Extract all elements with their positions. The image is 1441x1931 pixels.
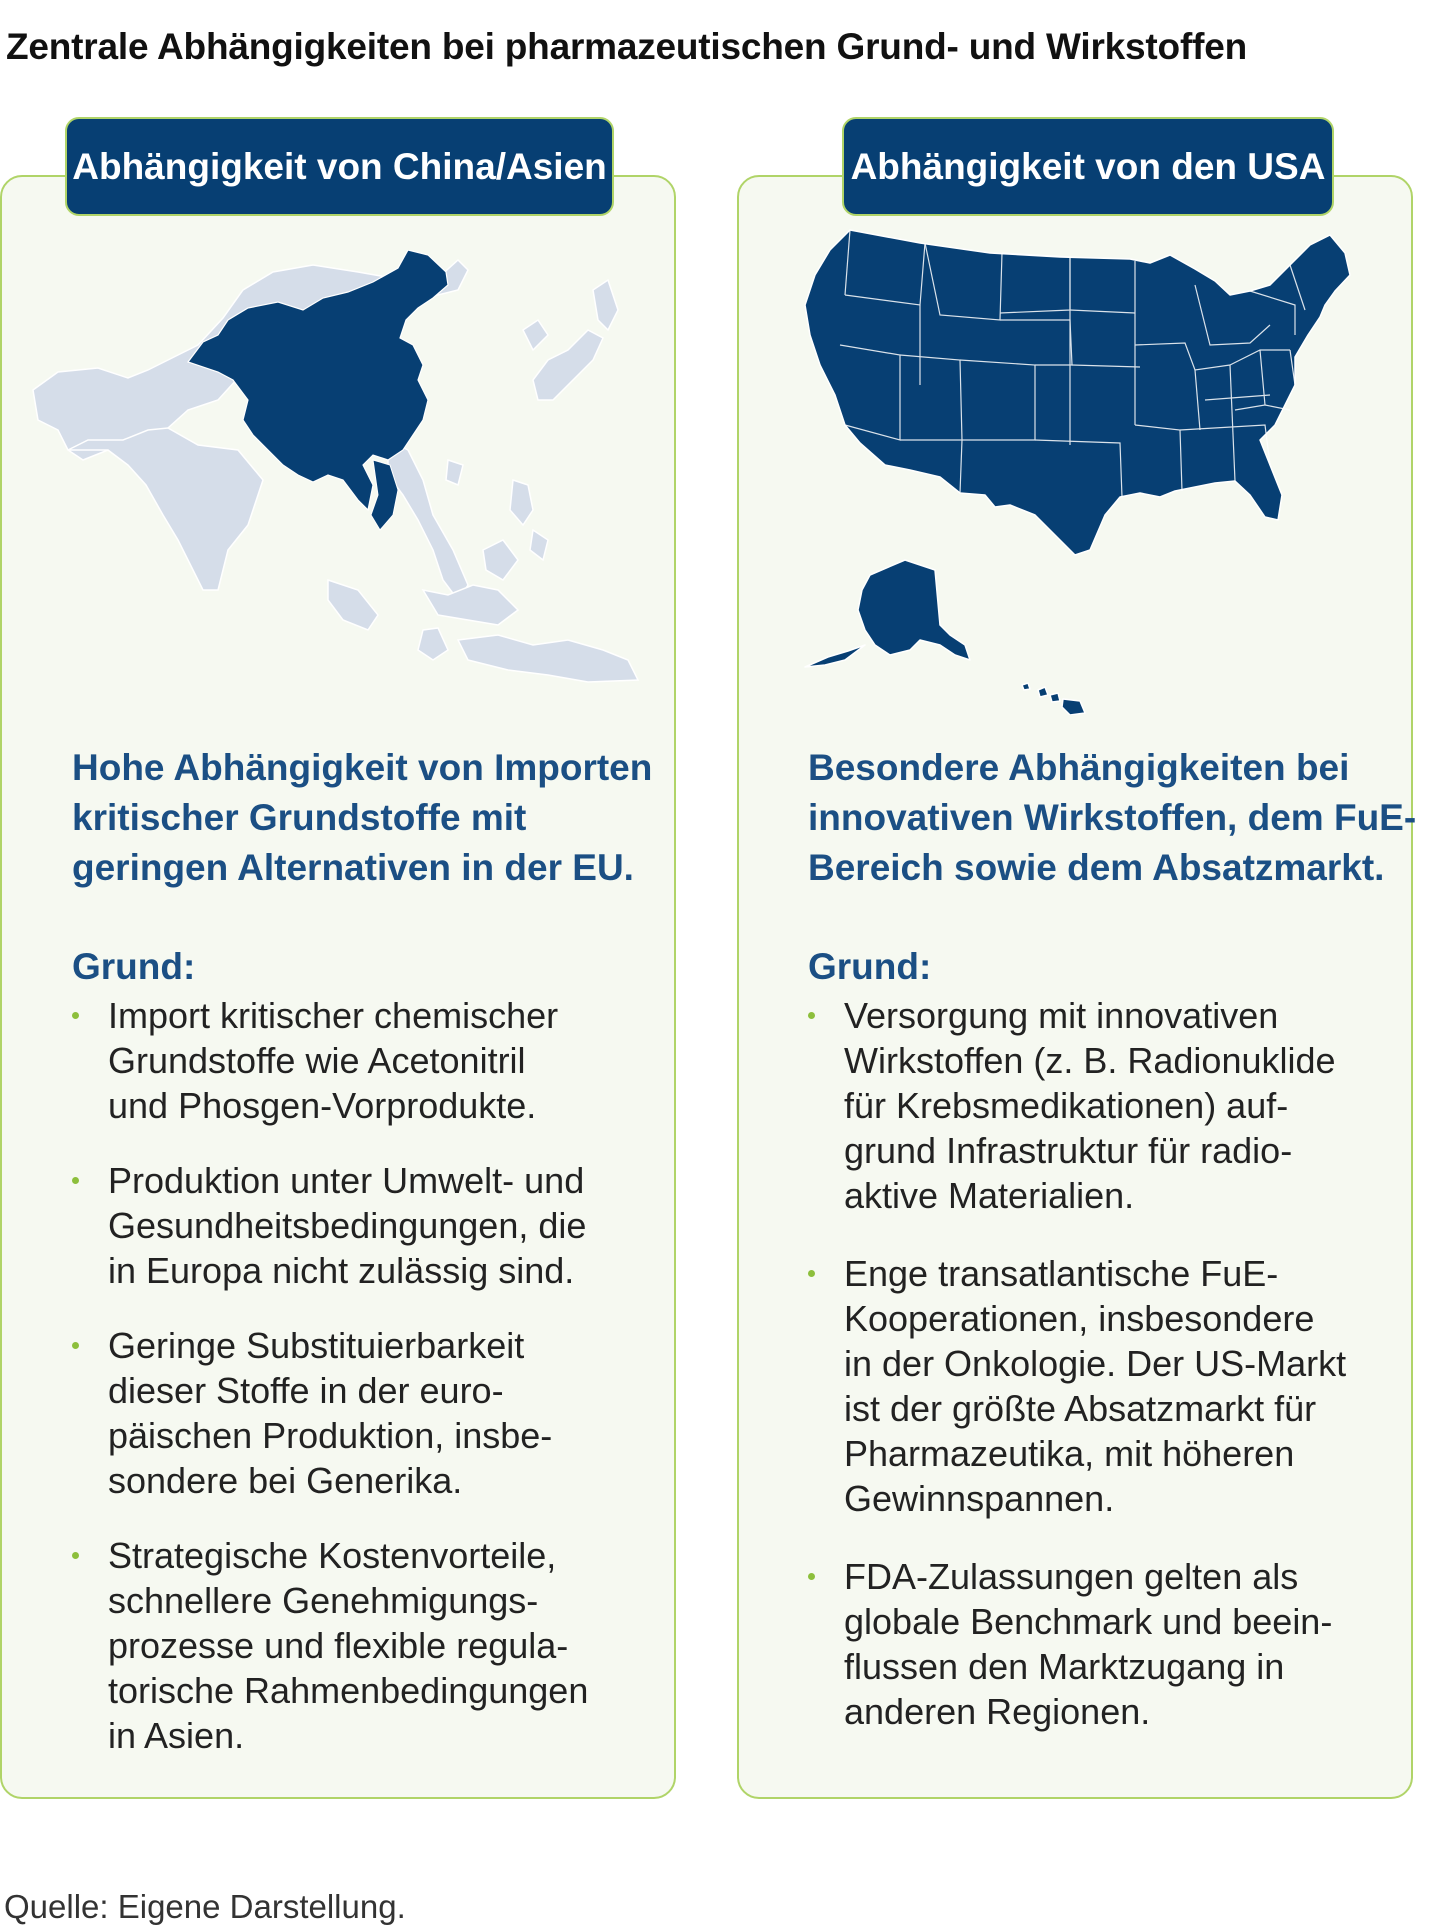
list-item — [72, 1158, 588, 1293]
bullet-line: Gesundheitsbedingungen, die — [108, 1205, 587, 1246]
bullet-line: globale Benchmark und beein- — [844, 1601, 1333, 1642]
bullet-dot-icon — [808, 1270, 815, 1277]
bullet-line: Geringe Substituierbarkeit — [108, 1325, 525, 1366]
bullet-line: Grundstoffe wie Acetonitril — [108, 1040, 526, 1081]
page-title: Zentrale Abhängigkeiten bei pharmazeutischen Grund- und Wirkstoffen — [6, 26, 1247, 67]
list-item — [72, 1323, 588, 1503]
lead-usa — [808, 743, 1416, 893]
bullet-line: flussen den Marktzugang in — [844, 1646, 1285, 1687]
source-note: Quelle: Eigene Darstellung. — [4, 1888, 406, 1925]
list-item — [72, 993, 588, 1128]
badge-china-asia: Abhängigkeit von China/Asien — [65, 117, 614, 216]
lead-china-asia — [72, 743, 652, 893]
bullet-dot-icon — [808, 1012, 815, 1019]
bullet-line: prozesse und flexible regula- — [108, 1625, 569, 1666]
bullet-line: anderen Regionen. — [844, 1691, 1151, 1732]
bullet-list-usa — [808, 993, 1346, 1759]
bullet-line: sondere bei Generika. — [108, 1460, 463, 1501]
bullet-line: in Europa nicht zulässig sind. — [108, 1250, 575, 1291]
grund-label: Grund: — [808, 946, 932, 987]
bullet-line: schnellere Genehmigungs- — [108, 1580, 539, 1621]
usa-map-icon — [790, 225, 1390, 715]
list-item — [72, 1533, 588, 1758]
bullet-dot-icon — [72, 1552, 79, 1559]
bullet-line: aktive Materialien. — [844, 1175, 1135, 1216]
bullet-line: grund Infrastruktur für radio- — [844, 1130, 1293, 1171]
list-item — [808, 1251, 1346, 1521]
bullet-line: Wirkstoffen (z. B. Radionuklide — [844, 1040, 1336, 1081]
bullet-list-china-asia — [72, 993, 588, 1783]
bullet-line: Enge transatlantische FuE- — [844, 1253, 1279, 1294]
lead-line: Hohe Abhängigkeit von Importen — [72, 747, 653, 788]
lead-line: innovativen Wirkstoffen, dem FuE- — [808, 797, 1417, 838]
bullet-dot-icon — [72, 1177, 79, 1184]
lead-line: Besondere Abhängigkeiten bei — [808, 747, 1350, 788]
bullet-line: in Asien. — [108, 1715, 245, 1756]
grund-label: Grund: — [72, 946, 196, 987]
lead-line: Bereich sowie dem Absatzmarkt. — [808, 847, 1385, 888]
bullet-line: Kooperationen, insbesondere — [844, 1298, 1315, 1339]
bullet-line: in der Onkologie. Der US-Markt — [844, 1343, 1347, 1384]
bullet-dot-icon — [72, 1012, 79, 1019]
asia-map-icon — [28, 250, 658, 690]
list-item — [808, 993, 1346, 1218]
bullet-line: Produktion unter Umwelt- und — [108, 1160, 585, 1201]
bullet-line: päischen Produktion, insbe- — [108, 1415, 553, 1456]
bullet-line: Gewinnspannen. — [844, 1478, 1115, 1519]
bullet-line: und Phosgen-Vorprodukte. — [108, 1085, 537, 1126]
lead-line: geringen Alternativen in der EU. — [72, 847, 634, 888]
lead-line: kritischer Grundstoffe mit — [72, 797, 527, 838]
bullet-line: torische Rahmenbedingungen — [108, 1670, 589, 1711]
bullet-line: Pharmazeutika, mit höheren — [844, 1433, 1295, 1474]
list-item — [808, 1554, 1346, 1734]
bullet-line: Import kritischer chemischer — [108, 995, 559, 1036]
bullet-line: Versorgung mit innovativen — [844, 995, 1279, 1036]
bullet-line: dieser Stoffe in der euro- — [108, 1370, 504, 1411]
badge-usa: Abhängigkeit von den USA — [842, 117, 1334, 216]
bullet-line: FDA-Zulassungen gelten als — [844, 1556, 1299, 1597]
bullet-line: für Krebsmedikationen) auf- — [844, 1085, 1289, 1126]
bullet-line: Strategische Kostenvorteile, — [108, 1535, 557, 1576]
bullet-dot-icon — [72, 1342, 79, 1349]
bullet-line: ist der größte Absatzmarkt für — [844, 1388, 1317, 1429]
bullet-dot-icon — [808, 1573, 815, 1580]
